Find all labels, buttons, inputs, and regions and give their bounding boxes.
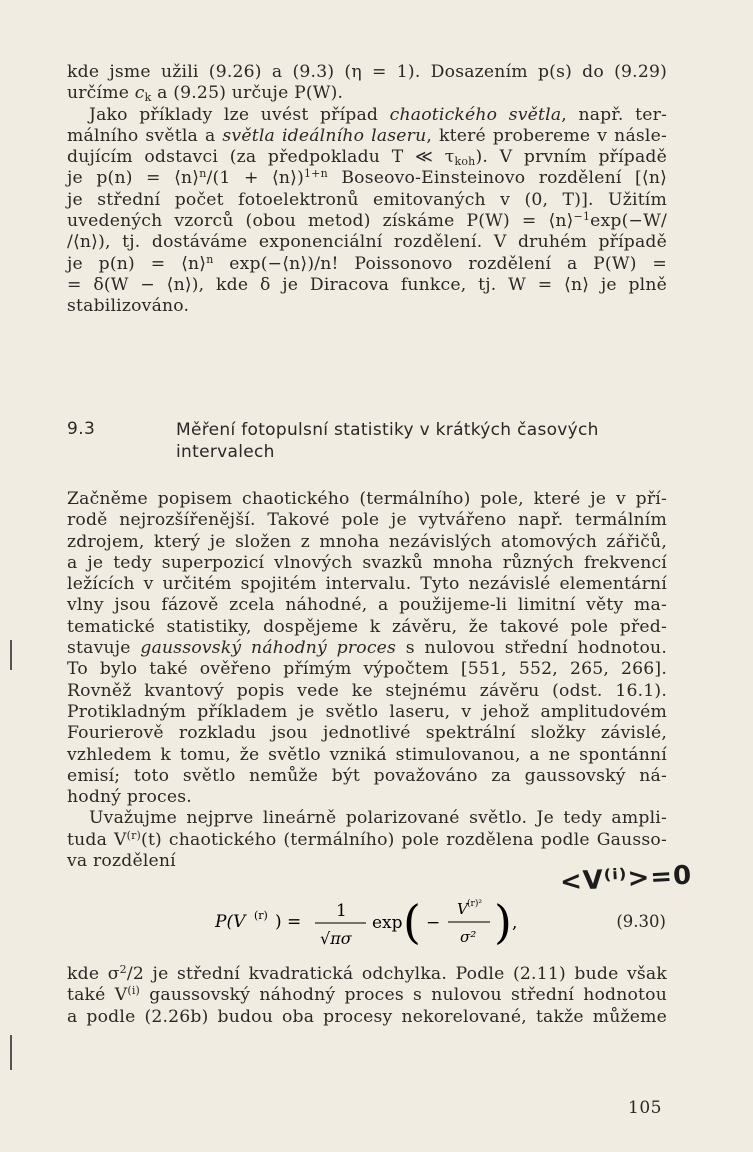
text-line bbox=[67, 190, 667, 211]
scan-edge-mark bbox=[10, 1035, 12, 1070]
text-line bbox=[67, 659, 667, 680]
page-number: 105 bbox=[628, 1098, 662, 1118]
text-span: stavuje bbox=[67, 638, 141, 659]
eq-lhs: P(V bbox=[215, 912, 246, 932]
text-span: tematické statistiky, dospějeme k závěru, že takové pole před- bbox=[67, 616, 667, 637]
body-paragraph bbox=[67, 489, 667, 872]
text-line bbox=[67, 510, 667, 531]
eq-inner-den: σ² bbox=[460, 928, 477, 946]
text-span: Boseovo-Einsteinovo rozdělení [⟨n⟩ bbox=[327, 168, 667, 189]
text-span: tuda V bbox=[67, 829, 127, 850]
text-line bbox=[67, 985, 667, 1006]
eq-minus: − bbox=[426, 913, 441, 933]
text-span: = δ(W − ⟨n⟩), kde δ je Diracova funkce, tj. W = ⟨n⟩ je plně bbox=[67, 274, 667, 295]
handwritten-note: <V⁽ⁱ⁾>=0 bbox=[559, 860, 693, 898]
eq-left-paren: ( bbox=[403, 895, 421, 949]
text-span: a podle (2.26b) budou oba procesy nekorelované, takže můžeme bbox=[67, 1006, 667, 1027]
section-title: Měření fotopulsní statistiky v krátkých časových intervalech bbox=[176, 420, 599, 462]
text-line bbox=[67, 126, 667, 147]
scan-edge-mark bbox=[10, 640, 12, 670]
eq-lhs-sup: (r) bbox=[254, 909, 268, 922]
text-span: a (9.25) určuje P(W). bbox=[151, 83, 344, 104]
text-span: kde jsme užili (9.26) a (9.3) (η = 1). Dosazením p(s) do (9.29) bbox=[67, 62, 667, 82]
section-number: 9.3 bbox=[67, 419, 96, 439]
superscript: n bbox=[206, 252, 214, 266]
text-span: určíme bbox=[67, 83, 135, 104]
text-line bbox=[67, 211, 667, 232]
body-paragraph-after-equation bbox=[67, 964, 667, 1028]
text-span: je p(n) = ⟨n⟩ bbox=[67, 253, 207, 274]
top-paragraph bbox=[67, 62, 667, 318]
text-line bbox=[67, 489, 667, 510]
text-line bbox=[67, 574, 667, 595]
math-var: c bbox=[134, 83, 145, 104]
text-span: Jako příklady lze uvést případ bbox=[89, 104, 390, 125]
text-line bbox=[67, 830, 667, 851]
text-line bbox=[67, 553, 667, 574]
text-span: zdrojem, který je složen z mnoha nezávislých atomových zářičů, bbox=[67, 531, 667, 552]
text-span: Protikladným příkladem je světlo laseru, v jehož amplitudovém bbox=[67, 701, 667, 722]
text-span: dujícím odstavci (za předpokladu T ≪ τ bbox=[67, 147, 455, 168]
text-line bbox=[67, 105, 667, 126]
text-line bbox=[67, 702, 667, 723]
eq-trailing: , bbox=[512, 913, 518, 933]
text-line bbox=[67, 638, 667, 659]
superscript: (r) bbox=[126, 828, 142, 842]
eq-denominator: √πσ bbox=[320, 929, 352, 948]
text-span: , např. ter- bbox=[561, 104, 667, 125]
text-span: a je tedy superpozicí vlnových svazků mnoha různých frekvencí bbox=[67, 552, 667, 573]
eq-lhs-end: ) = bbox=[275, 912, 302, 932]
equation-9-30 bbox=[200, 892, 670, 948]
text-line bbox=[67, 745, 667, 766]
text-span: Fourierově rozkladu jsou jednotlivé spektrální složky závislé, bbox=[67, 723, 667, 744]
subscript: koh bbox=[454, 155, 476, 169]
subscript: k bbox=[144, 91, 152, 105]
text-span: stabilizováno. bbox=[67, 296, 190, 317]
text-line bbox=[67, 168, 667, 189]
eq-right-paren: ) bbox=[494, 895, 512, 949]
text-line bbox=[67, 147, 667, 168]
text-span: Uvažujme nejprve lineárně polarizované světlo. Je tedy ampli- bbox=[89, 808, 667, 829]
text-span: hodný proces. bbox=[67, 787, 192, 808]
superscript: n bbox=[199, 167, 207, 181]
superscript: −1 bbox=[573, 210, 591, 224]
text-span: rodě nejrozšířenější. Takové pole je vytvářeno např. termálním bbox=[67, 510, 667, 531]
text-span: je střední počet fotoelektronů emitovaných v (0, T)]. Užitím bbox=[67, 189, 667, 210]
text-span: vzhledem k tomu, že světlo vzniká stimulovanou, a ne spontánní bbox=[67, 744, 667, 765]
eq-numerator: 1 bbox=[336, 901, 347, 921]
text-span: s nulovou střední hodnotou. bbox=[396, 638, 667, 659]
text-line bbox=[67, 62, 667, 83]
eq-exp: exp bbox=[372, 913, 403, 933]
text-line bbox=[67, 275, 667, 296]
text-line bbox=[67, 1007, 667, 1028]
text-line bbox=[67, 723, 667, 744]
text-line bbox=[67, 83, 667, 104]
text-span: To bylo také ověřeno přímým výpočtem [551, 552, 265, 266]. bbox=[67, 659, 667, 680]
text-span: Začněme popisem chaotického (termálního) pole, které je v pří- bbox=[67, 489, 667, 509]
text-span: gaussovský náhodný proces s nulovou střední hodnotou bbox=[140, 985, 667, 1006]
text-span: /2 je střední kvadratická odchylka. Podle (2.11) bude však bbox=[126, 964, 667, 984]
text-span: vlny jsou fázově zcela náhodné, a použijeme-li limitní věty ma- bbox=[67, 595, 667, 616]
text-line bbox=[67, 532, 667, 553]
text-span: také V bbox=[67, 985, 128, 1006]
text-line bbox=[67, 296, 667, 317]
text-span: va rozdělení bbox=[67, 851, 176, 872]
text-span: (t) chaotického (termálního) pole rozdělena podle Gausso- bbox=[141, 829, 667, 850]
text-line bbox=[67, 595, 667, 616]
emphasis: světla ideálního laseru bbox=[222, 125, 427, 146]
superscript: (i) bbox=[127, 984, 141, 998]
text-span: /(1 + ⟨n⟩) bbox=[206, 168, 304, 189]
equation-svg bbox=[200, 892, 670, 952]
equation-number: (9.30) bbox=[616, 912, 666, 931]
text-line bbox=[67, 232, 667, 253]
text-span: ležících v určitém spojitém intervalu. Tyto nezávislé elementární bbox=[67, 574, 667, 595]
text-line bbox=[67, 681, 667, 702]
text-line bbox=[67, 964, 667, 985]
text-line bbox=[67, 808, 667, 829]
text-span: málního světla a bbox=[67, 125, 223, 146]
eq-inner-num-sup: (r)² bbox=[467, 899, 482, 909]
emphasis: chaotického světla bbox=[389, 104, 562, 125]
text-span: kde σ bbox=[67, 964, 120, 984]
text-span: je p(n) = ⟨n⟩ bbox=[67, 168, 200, 189]
text-span: ). V prvním případě bbox=[475, 147, 668, 168]
emphasis: gaussovský náhodný proces bbox=[140, 638, 397, 659]
text-span: /⟨n⟩), tj. dostáváme exponenciální rozdělení. V druhém případě bbox=[67, 232, 667, 253]
eq-inner-num: V bbox=[457, 900, 468, 918]
text-span: uvedených vzorců (obou metod) získáme P(W) = ⟨n⟩ bbox=[67, 211, 574, 232]
text-line bbox=[67, 766, 667, 787]
text-span: exp(−⟨n⟩)/n! Poissonovo rozdělení a P(W) = bbox=[213, 253, 667, 274]
text-span: Rovněž kvantový popis vede ke stejnému závěru (odst. 16.1). bbox=[67, 680, 667, 701]
text-span: exp(−W/ bbox=[590, 211, 667, 232]
text-line bbox=[67, 617, 667, 638]
text-line bbox=[67, 787, 667, 808]
superscript: 1+n bbox=[303, 167, 328, 181]
superscript: 2 bbox=[119, 963, 127, 976]
text-line bbox=[67, 254, 667, 275]
text-span: , které probereme v násle- bbox=[426, 125, 667, 146]
text-span: emisí; toto světlo nemůže být považováno za gaussovský ná- bbox=[67, 765, 667, 786]
